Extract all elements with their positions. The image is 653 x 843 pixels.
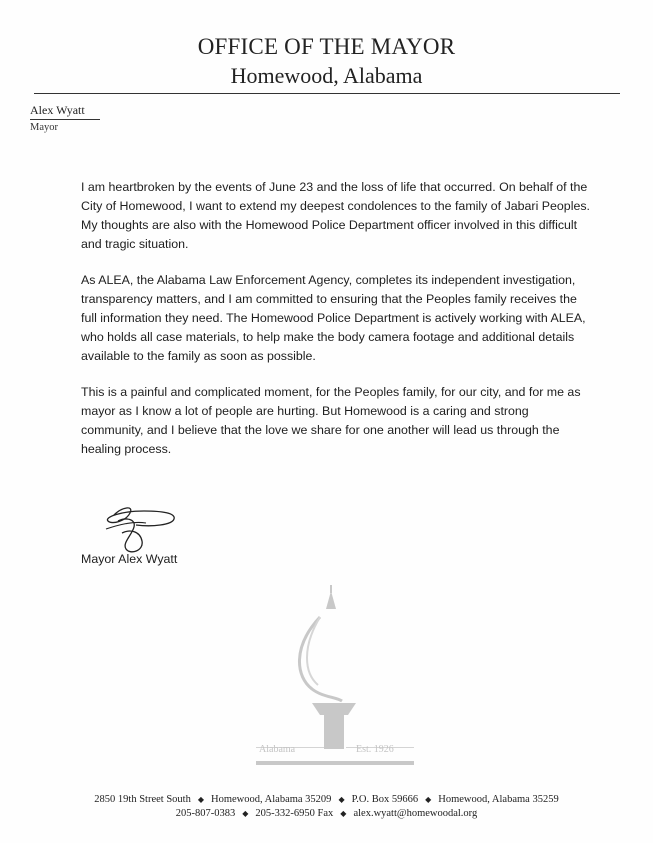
footer-phone: 205-807-0383 — [175, 808, 236, 819]
seal-text-left: Alabama — [259, 744, 296, 755]
seal-text-right: Est. 1926 — [356, 744, 394, 755]
signature-image — [92, 499, 192, 555]
sender-underline — [30, 119, 100, 120]
body-paragraph-1: I am heartbroken by the events of June 23 and the loss of life that occurred. On behalf of the City of Homewood, I want to extend my deepest condolences to the family of Jabari Peoples. My thoughts are also with the Homewood Police Department officer involved in this difficult and tragic situation. — [81, 180, 590, 251]
office-title: OFFICE OF THE MAYOR — [197, 34, 456, 59]
city-title: Homewood, Alabama — [230, 63, 423, 88]
letter-body — [81, 178, 591, 476]
separator-dot-icon: ◆ — [242, 809, 249, 818]
footer-fax: 205-332-6950 Fax — [255, 808, 334, 819]
separator-dot-icon: ◆ — [338, 795, 345, 804]
footer-po-box: P.O. Box 59666 — [351, 794, 419, 805]
separator-dot-icon: ◆ — [425, 795, 432, 804]
footer-po-city: Homewood, Alabama 35259 — [438, 794, 559, 805]
footer-email[interactable]: alex.wyatt@homewoodal.org — [353, 808, 478, 819]
footer-city: Homewood, Alabama 35209 — [211, 794, 332, 805]
sender-title: Mayor — [30, 122, 58, 133]
footer-street: 2850 19th Street South — [94, 794, 191, 805]
header-divider — [34, 93, 620, 94]
sender-name: Alex Wyatt — [30, 103, 85, 117]
separator-dot-icon: ◆ — [340, 809, 347, 818]
separator-dot-icon: ◆ — [197, 795, 204, 804]
footer-contact-line — [0, 808, 653, 819]
body-paragraph-3: This is a painful and complicated moment, for the Peoples family, for our city, and for me as mayor as I know a lot of people are hurting. But Homewood is a caring and strong community, and I believe that the love we share for one another will lead us through the healing process. — [81, 385, 581, 456]
footer-address-line — [0, 794, 653, 805]
signature-name: Mayor Alex Wyatt — [81, 552, 178, 566]
body-paragraph-2: As ALEA, the Alabama Law Enforcement Agency, completes its independent investigation, transparency matters, and I am committed to ensuring that the Peoples family receives the full information they need. The Homewood Police Department is actively working with ALEA, who holds all case materials, to help make the body camera footage and additional details available to the family as soon as possible. — [81, 273, 586, 363]
